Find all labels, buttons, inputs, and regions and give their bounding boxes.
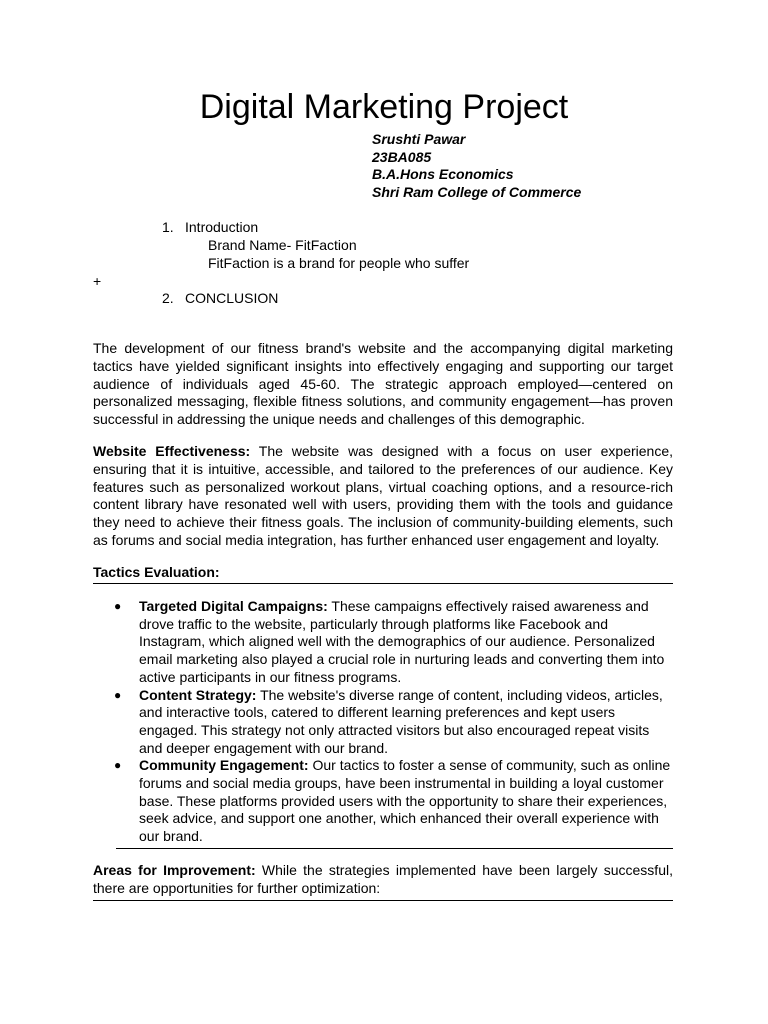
author-course: B.A.Hons Economics bbox=[372, 166, 514, 183]
document-title: Digital Marketing Project bbox=[199, 88, 569, 126]
author-college: Shri Ram College of Commerce bbox=[372, 184, 582, 201]
outline-item-2-number: 2. bbox=[162, 290, 174, 306]
list-item bbox=[93, 598, 673, 687]
bullet-marker: ● bbox=[114, 599, 122, 613]
list-item bbox=[93, 687, 673, 758]
areas-for-improvement-paragraph bbox=[93, 862, 673, 898]
website-effectiveness-text: The website was designed with a focus on user experience, ensuring that it is intuitive, accessible, and tailored to the preferences of our audience. Key features such as personalized workout plans, virtual coaching options, and a resource-rich content library have resonated well with users, providing them with the tools and guidance they need to achieve their fitness goals. The inclusion of community-building elements, such as forums and social media integration, has further enhanced user engagement and loyalty. bbox=[93, 443, 673, 548]
outline-item-2-label: CONCLUSION bbox=[185, 290, 279, 306]
author-roll-number: 23BA085 bbox=[372, 148, 432, 165]
tactic-text: These campaigns effectively raised awareness and drove traffic to the website, particularly through platforms like Facebook and Instagram, which aligned well with the demographics of our audience. Personalized email marketing also played a crucial role in nurturing leads and converting them into active participants in our fitness programs. bbox=[139, 598, 665, 685]
tactic-text: Our tactics to foster a sense of community, such as online forums and social media groups, have been instrumental in building a loyal customer base. These platforms provided users with the opportunity to share their experiences, seek advice, and support one another, which enhanced their overall experience with our brand. bbox=[139, 757, 671, 845]
outline-item-1-label: Introduction bbox=[185, 219, 259, 235]
conclusion-intro-text: The development of our fitness brand's website and the accompanying digital marketing tactics have yielded significant insights into effectively engaging and supporting our target audience of individuals aged 45-60. The strategic approach employed—centered on personalized messaging, flexible fitness solutions, and community engagement—has proven successful in addressing the unique needs and challenges of this demographic. bbox=[93, 340, 673, 428]
areas-for-improvement-rule bbox=[93, 900, 673, 901]
tactic-label: Targeted Digital Campaigns: bbox=[139, 598, 328, 614]
outline-item-1-sub-2: FitFaction is a brand for people who suffer bbox=[208, 255, 470, 271]
tactics-list bbox=[93, 598, 673, 846]
tactics-heading-rule bbox=[93, 583, 673, 584]
conclusion-intro-paragraph bbox=[93, 340, 673, 429]
bullet-marker: ● bbox=[114, 758, 122, 773]
tactic-label: Community Engagement: bbox=[139, 757, 309, 774]
tactics-list-rule bbox=[116, 848, 673, 849]
tactics-heading: Tactics Evaluation: bbox=[93, 564, 220, 580]
tactic-text: The website's diverse range of content, including videos, articles, and interactive tools, catered to different learning preferences and kept users engaged. This strategy not only attracted visitors but also encouraged repeat visits and deeper engagement with our brand. bbox=[139, 686, 663, 756]
outline-item-1-sub-1: Brand Name- FitFaction bbox=[208, 237, 357, 253]
areas-for-improvement-text: While the strategies implemented have been largely successful, there are opportunities for further optimization: bbox=[93, 862, 673, 896]
areas-for-improvement-label: Areas for Improvement: bbox=[93, 862, 256, 878]
website-effectiveness-label: Website Effectiveness: bbox=[93, 443, 251, 459]
bullet-marker: ● bbox=[114, 687, 122, 702]
tactic-label: Content Strategy: bbox=[139, 686, 257, 703]
outline-item-1-number: 1. bbox=[162, 219, 174, 235]
stray-plus-mark: + bbox=[93, 273, 102, 289]
website-effectiveness-paragraph bbox=[93, 443, 673, 550]
list-item bbox=[93, 757, 673, 846]
author-block bbox=[372, 131, 581, 202]
author-name: Srushti Pawar bbox=[372, 131, 466, 147]
